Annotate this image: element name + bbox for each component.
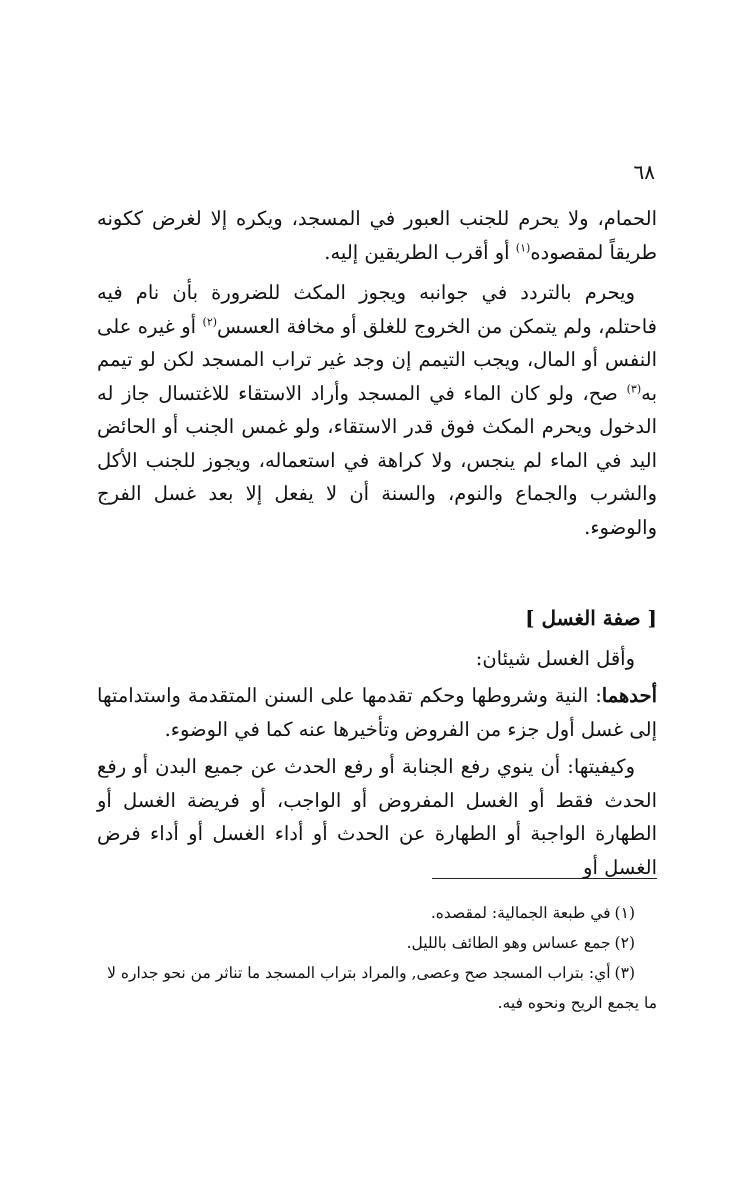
page-number: ٦٨: [633, 160, 655, 184]
footnote-ref-3[interactable]: (٣): [626, 382, 642, 395]
footnote-1-marker: (١): [614, 904, 635, 922]
paragraph-5: وكيفيتها: أن ينوي رفع الجنابة أو رفع الحدث عن جميع البدن أو رفع الحدث فقط أو الغسل المفروض أو الواجب، أو فريضة الغسل أو الطهارة الواجبة أو الطهارة عن الحدث أو أداء الغسل أو أداء فرض الغسل أو: [97, 755, 657, 879]
paragraph-2: [97, 276, 657, 544]
paragraph-4: [97, 679, 657, 746]
paragraph-1-text-a: الحمام، ولا يحرم للجنب العبور في المسجد، ويكره إلا لغرض ككونه طريقاً لمقصوده: [97, 207, 657, 264]
paragraph-2-text-c: صح، ولو كان الماء في المسجد وأراد الاستقاء للاغتسال جاز له الدخول ويحرم المكث فوق قدر الاستقاء، ولو غمس الجنب أو الحائض اليد في الماء لم ينجس، ولا كراهة في استعماله، ويجوز للجنب الأكل والشرب والجماع والنوم، والسنة أن لا يفعل إلا بعد غسل الفرج والوضوء.: [97, 381, 657, 539]
footnote-ref-2[interactable]: (٢): [202, 315, 218, 328]
footnote-1-text: في طبعة الجمالية: لمقصده.: [430, 904, 611, 922]
paragraph-1-text-b: أو أقرب الطريقين إليه.: [324, 240, 516, 264]
paragraph-1: [97, 202, 657, 269]
footnote-1: [97, 898, 657, 928]
section-heading: [ صفة الغسل ]: [525, 606, 657, 630]
paragraph-4-lead: أحدهما: [601, 684, 657, 707]
paragraph-2-text-a: ويحرم بالتردد في جوانبه ويجوز المكث للضرورة بأن نام فيه فاحتلم، ولم يتمكن من الخروج للغلق أو مخافة العسس: [97, 281, 657, 338]
paragraph-4-text: : النية وشروطها وحكم تقدمها على السنن المتقدمة واستدامتها إلى غسل أول جزء من الفروض وتأخيرها عنه كما في الوضوء.: [97, 684, 657, 741]
footnote-3-marker: (٣): [614, 964, 635, 982]
paragraph-2-text-b: أو غيره على النفس أو المال، ويجب التيمم إن وجد غير تراب المسجد لكن لو تيمم به: [97, 314, 657, 405]
footnote-ref-1[interactable]: (١): [515, 241, 531, 254]
footnote-2: [97, 928, 657, 958]
main-text: [97, 202, 657, 884]
footnote-separator: [432, 878, 657, 879]
footnote-2-text: جمع عساس وهو الطائف بالليل.: [406, 934, 611, 952]
footnote-3: [97, 958, 657, 1018]
footnote-2-marker: (٢): [614, 934, 635, 952]
footnotes: [97, 898, 657, 1018]
paragraph-3: وأقل الغسل شيئان:: [475, 646, 635, 670]
footnote-3-text: أي: بتراب المسجد صح وعصى, والمراد بتراب المسجد ما تناثر من نحو جداره لا ما يجمع الريح ونحوه فيه.: [107, 964, 657, 1012]
